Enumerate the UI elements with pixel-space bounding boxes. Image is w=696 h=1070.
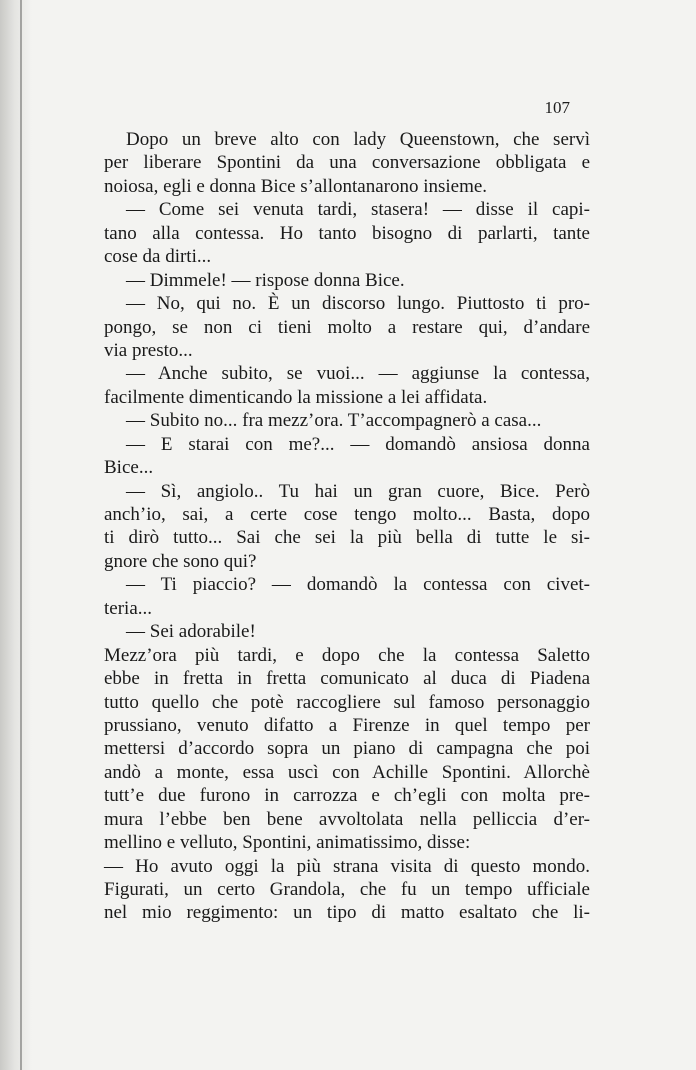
- text-line: — No, qui no. È un discorso lungo. Piuttosto ti pro-: [126, 293, 590, 315]
- text-line: — Sì, angiolo.. Tu hai un gran cuore, Bice. Però: [126, 480, 590, 502]
- body-text: [104, 128, 590, 925]
- text-line: tutt’e due furono in carrozza e ch’egli con molta pre-: [104, 785, 590, 807]
- text-line: prussiano, venuto difatto a Firenze in quel tempo per: [104, 714, 590, 736]
- text-line: anch’io, sai, a certe cose tengo molto... Basta, dopo: [104, 504, 590, 525]
- text-line: cose da dirti...: [104, 246, 212, 268]
- text-line: pongo, se non ci tieni molto a restare qui, d’andare: [104, 316, 590, 338]
- text-line: — Dimmele! — rispose donna Bice.: [126, 269, 405, 291]
- text-line: Dopo un breve alto con lady Queenstown, che servì: [126, 129, 590, 150]
- text-line: mettersi d’accordo sopra un piano di campagna che poi: [104, 738, 590, 760]
- text-line: facilmente dimenticando la missione a lei affidata.: [104, 386, 488, 408]
- text-line: — Come sei venuta tardi, stasera! — disse il capi-: [126, 199, 590, 221]
- text-line: — Anche subito, se vuoi... — aggiunse la contessa,: [126, 363, 590, 385]
- text-line: nel mio reggimento: un tipo di matto esaltato che li-: [104, 902, 590, 924]
- text-line: Bice...: [104, 457, 154, 479]
- text-line: Mezz’ora più tardi, e dopo che la contessa Saletto: [104, 644, 590, 666]
- text-line: gnore che sono qui?: [104, 550, 257, 572]
- text-line: — Ho avuto oggi la più strana visita di questo mondo.: [104, 855, 590, 877]
- text-line: noiosa, egli e donna Bice s’allontanarono insieme.: [104, 175, 488, 197]
- page-binding-shadow: [0, 0, 32, 1070]
- page-number: 107: [544, 98, 570, 117]
- text-line: via presto...: [104, 339, 193, 361]
- text-line: Figurati, un certo Grandola, che fu un tempo ufficiale: [104, 879, 590, 900]
- text-line: tutto quello che potè raccogliere sul famoso personaggio: [104, 691, 590, 713]
- text-line: mura l’ebbe ben bene avvoltolata nella pelliccia d’er-: [104, 808, 590, 830]
- text-line: andò a monte, essa uscì con Achille Spontini. Allorchè: [104, 761, 590, 783]
- text-line: — E starai con me?... — domandò ansiosa donna: [126, 433, 590, 455]
- text-line: — Subito no... fra mezz’ora. T’accompagnerò a casa...: [126, 410, 542, 432]
- text-line: ti dirò tutto... Sai che sei la più bella di tutte le si-: [104, 527, 590, 549]
- page-binding-edge: [20, 0, 22, 1070]
- text-line: mellino e velluto, Spontini, animatissimo, disse:: [104, 832, 471, 854]
- text-line: per liberare Spontini da una conversazione obbligata e: [104, 152, 590, 174]
- text-line: ebbe in fretta in fretta comunicato al duca di Piadena: [104, 668, 590, 690]
- text-line: — Ti piaccio? — domandò la contessa con civet-: [126, 574, 590, 596]
- text-line: teria...: [104, 597, 153, 619]
- text-line: tano alla contessa. Ho tanto bisogno di parlarti, tante: [104, 222, 590, 244]
- text-line: — Sei adorabile!: [126, 621, 256, 643]
